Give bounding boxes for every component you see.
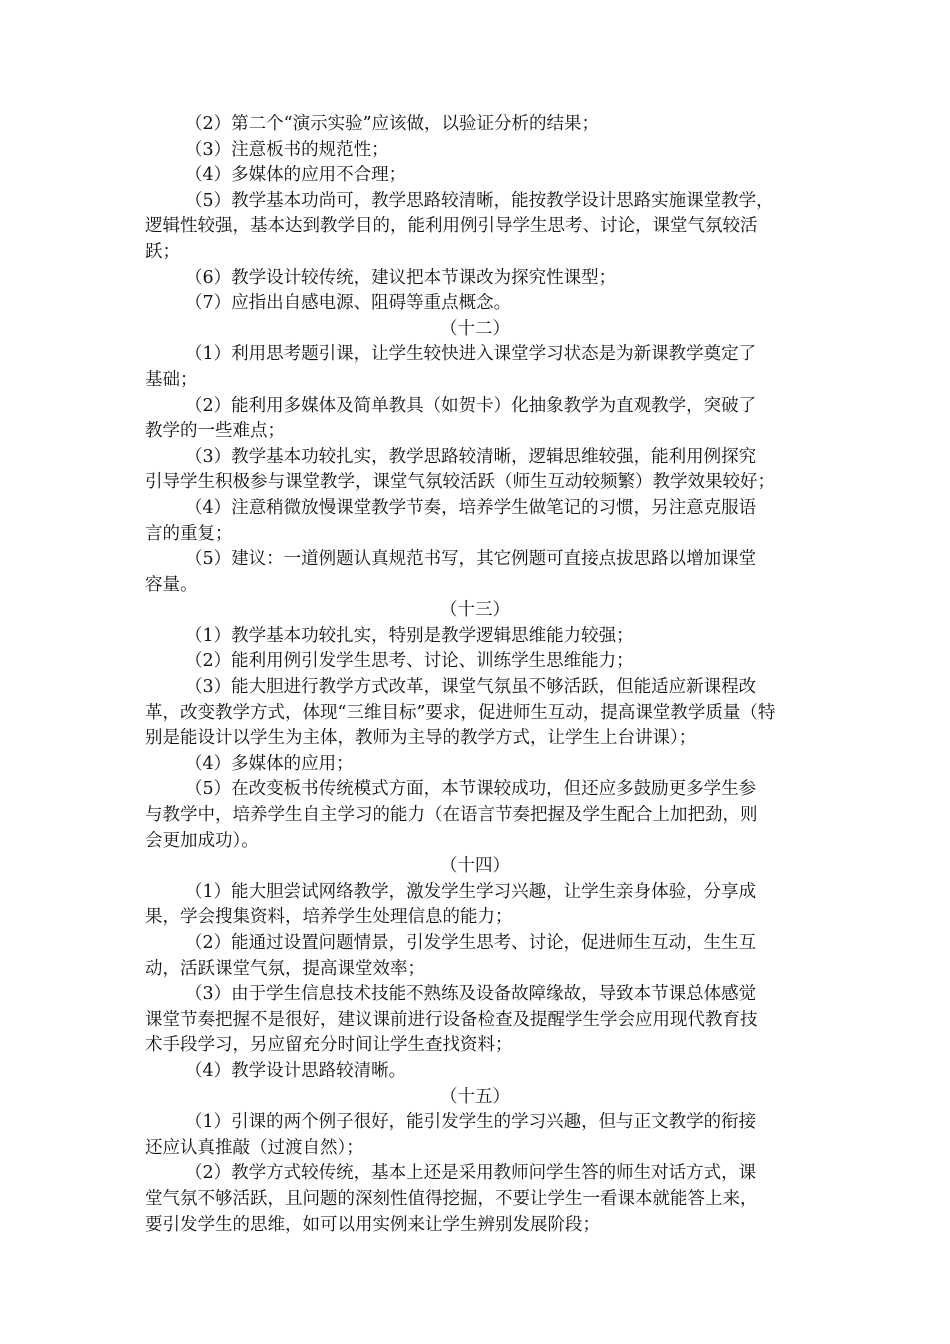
- section-13: [145, 598, 805, 854]
- text-line: 言的重复；: [145, 523, 233, 544]
- section-14: [145, 854, 805, 1084]
- text-line: （2）教学方式较传统，基本上还是采用教师问学生答的师生对话方式，课: [185, 1163, 757, 1184]
- text-line: （4）注意稍微放慢课堂教学节奏，培养学生做笔记的习惯，另注意克服语: [185, 497, 757, 518]
- list-item: [145, 982, 805, 1059]
- list-item: [145, 1110, 805, 1161]
- text-line: （1）教学基本功较扎实，特别是教学逻辑思维能力较强；: [185, 625, 634, 646]
- section-heading: （十二）: [440, 318, 510, 339]
- text-line: 基础；: [145, 369, 198, 390]
- list-item: [145, 649, 805, 675]
- list-item: [145, 342, 805, 393]
- document-page: [145, 112, 805, 1238]
- list-item: [145, 777, 805, 854]
- text-line: （3）注意板书的规范性；: [185, 139, 389, 160]
- section-heading: （十四）: [440, 856, 510, 877]
- list-item: [145, 1161, 805, 1238]
- text-line: 堂气氛不够活跃，且问题的深刻性值得挖掘，不要让学生一看课本就能答上来，: [145, 1188, 758, 1209]
- text-line: 果，学会搜集资料，培养学生处理信息的能力；: [145, 907, 513, 928]
- text-line: 还应认真推敲（过渡自然）；: [145, 1137, 364, 1158]
- list-item: [145, 1059, 805, 1085]
- text-line: （2）能通过设置问题情景，引发学生思考、讨论，促进师生互动，生生互: [185, 933, 757, 953]
- text-line: 要引发学生的思维，如可以用实例来让学生辨别发展阶段；: [145, 1214, 600, 1235]
- text-line: 别是能设计以学生为主体，教师为主导的教学方式，让学生上台讲课）；: [145, 728, 697, 749]
- section-heading: （十三）: [440, 600, 510, 621]
- text-line: （1）利用思考题引课，让学生较快进入课堂学习状态是为新课教学奠定了: [185, 344, 757, 365]
- list-item: [145, 496, 805, 547]
- text-line: （2）能利用例引发学生思考、讨论、训练学生思维能力；: [185, 651, 634, 672]
- text-line: （5）教学基本功尚可，教学思路较清晰，能按教学设计思路实施课堂教学，: [185, 190, 774, 211]
- text-line: 容量。: [145, 574, 198, 595]
- text-line: 与教学中，培养学生自主学习的能力（在语言节奏把握及学生配合上加把劲，则: [145, 805, 758, 826]
- text-line: （1）引课的两个例子很好，能引发学生的学习兴趣，但与正文教学的衔接: [185, 1112, 757, 1133]
- list-item: [145, 931, 805, 982]
- text-line: 革，改变教学方式，体现“三维目标”要求，促进师生互动，提高课堂教学质量（特: [145, 702, 776, 723]
- list-item: [145, 291, 805, 317]
- text-line: 术手段学习，另应留充分时间让学生查找资料；: [145, 1035, 513, 1056]
- text-line: （3）教学基本功较扎实，教学思路较清晰，逻辑思维较强，能利用例探究: [185, 446, 757, 467]
- section-heading: （十五）: [440, 1086, 510, 1107]
- text-line: （4）多媒体的应用；: [185, 753, 354, 774]
- text-line: （4）教学设计思路较清晰。: [185, 1060, 407, 1081]
- list-item: [145, 547, 805, 598]
- section-12: [145, 317, 805, 599]
- text-line: （7）应指出自感电源、阻碍等重点概念。: [185, 293, 512, 314]
- text-line: （4）多媒体的应用不合理；: [185, 165, 407, 186]
- list-item: [145, 112, 805, 138]
- list-item: [145, 675, 805, 752]
- list-item: [145, 445, 805, 496]
- list-item: [145, 624, 805, 650]
- text-line: （3）能大胆进行教学方式改革，课堂气氛虽不够活跃，但能适应新课程改: [185, 677, 757, 698]
- list-item: [145, 266, 805, 292]
- text-line: （2）第二个“演示实验”应该做，以验证分析的结果；: [185, 114, 600, 134]
- text-line: 引导学生积极参与课堂教学，课堂气氛较活跃（师生互动较频繁）教学效果较好；: [145, 472, 775, 493]
- text-line: （5）建议：一道例题认真规范书写，其它例题可直接点拔思路以增加课堂: [185, 549, 757, 570]
- list-item: [145, 189, 805, 266]
- text-line: 课堂节奏把握不是很好，建议课前进行设备检查及提醒学生学会应用现代教育技: [145, 1009, 758, 1030]
- text-line: （5）在改变板书传统模式方面，本节课较成功，但还应多鼓励更多学生参: [185, 779, 757, 800]
- section-11-continued: [145, 112, 805, 317]
- list-item: [145, 163, 805, 189]
- text-line: 教学的一些难点；: [145, 421, 285, 442]
- list-item: [145, 880, 805, 931]
- text-line: （2）能利用多媒体及简单教具（如贺卡）化抽象教学为直观教学，突破了: [185, 395, 757, 416]
- text-line: （3）由于学生信息技术技能不熟练及设备故障缘故，导致本节课总体感觉: [185, 984, 757, 1005]
- list-item: [145, 752, 805, 778]
- text-line: （6）教学设计较传统，建议把本节课改为探究性课型；: [185, 267, 617, 288]
- text-line: （1）能大胆尝试网络教学，激发学生学习兴趣，让学生亲身体验，分享成: [185, 881, 757, 902]
- text-line: 跃；: [145, 241, 180, 262]
- list-item: [145, 138, 805, 164]
- text-line: 会更加成功）。: [145, 830, 259, 851]
- text-line: 逻辑性较强，基本达到教学目的，能利用例引导学生思考、讨论，课堂气氛较活: [145, 216, 758, 237]
- list-item: [145, 394, 805, 445]
- section-15: [145, 1085, 805, 1239]
- text-line: 动，活跃课堂气氛，提高课堂效率；: [145, 958, 425, 979]
